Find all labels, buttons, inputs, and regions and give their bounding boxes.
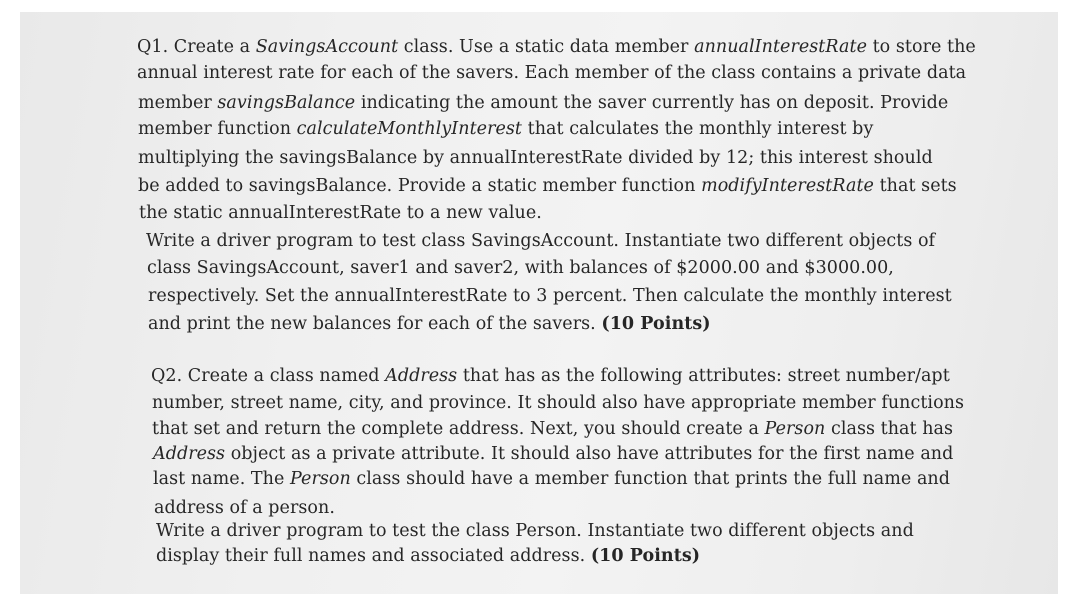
q1-line-11 <box>148 313 711 335</box>
q1-line-4 <box>138 118 873 140</box>
q1-line-6-c: that sets <box>873 176 957 196</box>
q2-line-1-c: that has as the following attributes: street number/apt <box>457 366 950 386</box>
q2-line-3 <box>152 418 953 440</box>
q1-line-2: annual interest rate for each of the savers. Each member of the class contains a private data <box>137 63 967 83</box>
q1-private-member: savingsBalance <box>217 93 356 113</box>
q1-line-1 <box>137 36 976 58</box>
q1-line-5: multiplying the savingsBalance by annualInterestRate divided by 12; this interest should <box>138 148 933 168</box>
q2-line-1 <box>151 365 950 387</box>
q1-line-3-c: indicating the amount the saver currently has on deposit. Provide <box>355 93 949 113</box>
q1-line-11-a: and print the new balances for each of the savers. <box>148 314 602 334</box>
q1-line-1-a: Q1. Create a <box>137 37 256 57</box>
q2-line-7: Write a driver program to test the class Person. Instantiate two different objects and <box>156 521 914 541</box>
q2-class-person: Person <box>764 419 826 439</box>
q1-class-name: SavingsAccount <box>255 37 399 57</box>
q2-line-2: number, street name, city, and province. It should also have appropriate member functions <box>152 393 965 413</box>
q1-line-4-a: member function <box>138 119 297 139</box>
q2-line-5 <box>153 468 950 490</box>
q2-line-1-a: Q2. Create a class named <box>151 366 386 386</box>
q1-line-6-a: be added to savingsBalance. Provide a static member function <box>138 176 702 196</box>
q1-line-9: class SavingsAccount, saver1 and saver2, with balances of $2000.00 and $3000.00, <box>147 258 894 278</box>
q2-address-object: Address <box>153 444 226 464</box>
q2-class-address: Address <box>385 366 458 386</box>
q2-line-6: address of a person. <box>154 498 335 518</box>
q1-line-7: the static annualInterestRate to a new value. <box>139 203 542 223</box>
q2-line-8 <box>156 545 700 567</box>
q1-line-1-c: class. Use a static data member <box>398 37 695 57</box>
q1-member-function: calculateMonthlyInterest <box>296 119 522 139</box>
q1-line-1-e: to store the <box>866 37 976 57</box>
q2-line-4 <box>153 443 953 465</box>
q2-line-5-c: class should have a member function that prints the full name and <box>350 469 951 489</box>
q2-points: (10 Points) <box>590 546 701 566</box>
q1-line-10: respectively. Set the annualInterestRate to 3 percent. Then calculate the monthly interest <box>148 286 952 306</box>
q1-line-8: Write a driver program to test class SavingsAccount. Instantiate two different objects of <box>146 231 936 251</box>
q1-line-6 <box>138 175 957 197</box>
q1-static-member: annualInterestRate <box>694 37 867 57</box>
document-page <box>20 12 1058 594</box>
q2-person-class: Person <box>290 469 351 489</box>
q2-line-4-b: object as a private attribute. It should also have attributes for the first name and <box>225 444 954 464</box>
q1-points: (10 Points) <box>601 314 711 334</box>
q2-line-5-a: last name. The <box>153 469 290 489</box>
q1-line-3-a: member <box>138 93 218 113</box>
q2-line-3-a: that set and return the complete address. Next, you should create a <box>152 419 765 439</box>
q2-line-3-c: class that has <box>825 419 954 439</box>
q1-static-function: modifyInterestRate <box>701 176 874 196</box>
q1-line-3 <box>138 92 948 114</box>
q1-line-4-c: that calculates the monthly interest by <box>522 119 874 139</box>
q2-line-8-a: display their full names and associated address. <box>156 546 591 566</box>
